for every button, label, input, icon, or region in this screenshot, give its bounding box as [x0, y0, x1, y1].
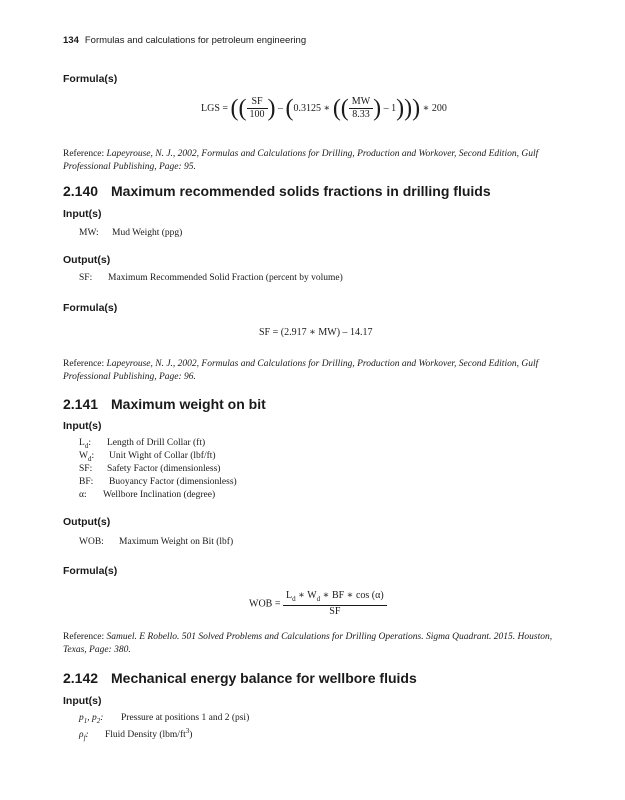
input-row: α: Wellbore Inclination (degree) — [79, 490, 216, 500]
wob-denominator: SF — [329, 606, 341, 617]
page-number: 134 — [63, 35, 79, 46]
inputs-label: Input(s) — [63, 695, 102, 707]
formula-label: Formula(s) — [63, 302, 118, 314]
running-title: Formulas and calculations for petroleum engineering — [84, 35, 307, 46]
reference-96: Reference: Lapeyrouse, N. J., 2002, Formulas and Calculations for Drilling, Production and Workover, Second Edition, Gulf Professional Publishing, Page: 96. — [63, 359, 539, 382]
lgs-tail: ∗ 200 — [422, 102, 447, 114]
lgs-coefficient: 0.3125 ∗ — [293, 102, 331, 114]
wob-lhs: WOB = — [249, 598, 281, 610]
output-row: WOB: Maximum Weight on Bit (lbf) — [79, 537, 234, 547]
input-row: $W_d$: Unit Wight of Collar (lbf/ft) — [79, 451, 216, 463]
sf-numerator: SF — [247, 96, 268, 109]
input-row: SF: Safety Factor (dimensionless) — [79, 464, 221, 474]
running-header — [63, 35, 306, 46]
input-row: $p_1$, $p_2$: Pressure at positions 1 and 2 (psi) — [79, 713, 250, 725]
section-2-141-title: 2.141 Maximum weight on bit — [63, 396, 266, 412]
input-row: $L_d$: Length of Drill Collar (ft) — [79, 438, 206, 450]
sf-formula: SF = (2.917 ∗ MW) – 14.17 — [259, 327, 373, 338]
lgs-minus: – — [278, 102, 284, 114]
section-2-142-title: 2.142 Mechanical energy balance for wellbore fluids — [63, 670, 417, 686]
formula-label: Formula(s) — [63, 565, 118, 577]
wob-formula — [249, 590, 387, 618]
input-row: $\rho_f$: Fluid Density $(lbm/ft^3)$ — [79, 727, 193, 743]
sf-denominator: 100 — [249, 109, 265, 120]
input-row: BF: Buoyancy Factor (dimensionless) — [79, 477, 237, 487]
mw-numerator: MW — [349, 96, 373, 109]
output-row: SF: Maximum Recommended Solid Fraction (percent by volume) — [79, 273, 343, 283]
outputs-label: Output(s) — [63, 254, 111, 266]
outputs-label: Output(s) — [63, 516, 111, 528]
reference-95: Reference: Lapeyrouse, N. J., 2002, Formulas and Calculations for Drilling, Production and Workover, Second Edition, Gulf Professional Publishing, Page: 95. — [63, 149, 539, 172]
lgs-minus-one: – 1 — [383, 102, 397, 114]
mw-denominator: 8.33 — [352, 109, 370, 120]
input-row: MW: Mud Weight (ppg) — [79, 228, 183, 238]
inputs-label: Input(s) — [63, 208, 102, 220]
inputs-label: Input(s) — [63, 420, 102, 432]
formula-label: Formula(s) — [63, 73, 118, 85]
reference-380: Reference: Samuel. E Robello. 501 Solved Problems and Calculations for Drilling Operations. Sigma Quadrant. 2015. Houston, Texas, Page: 380. — [63, 632, 553, 655]
lgs-lhs: LGS = — [201, 102, 229, 114]
section-2-140-title: 2.140 Maximum recommended solids fractions in drilling fluids — [63, 183, 491, 199]
lgs-formula: LGS = (( $\frac{SF}{100}$ ) – (0.3125 ∗ (( $\frac{MW}{8.33}$ ) – 1))) ∗ 200 — [201, 95, 447, 122]
wob-numerator: $L_d$ ∗ $W_d$ ∗ BF ∗ cos (α) — [283, 590, 387, 606]
